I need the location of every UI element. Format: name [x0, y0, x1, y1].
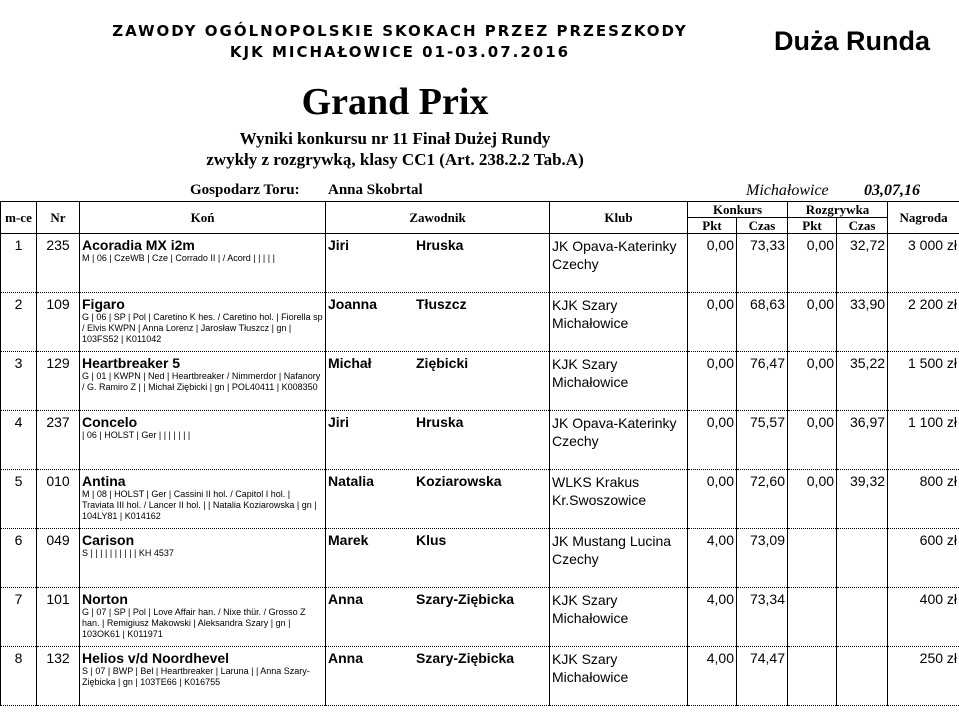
rider-last-name: Ziębicki: [416, 355, 469, 371]
club-name: JK Opava-Katerinky: [552, 238, 677, 254]
club-location: Michałowice: [552, 669, 629, 685]
club-cell: [550, 470, 688, 529]
konkurs-pkt-cell: 0,00: [688, 234, 737, 293]
horse-name: Acoradia MX i2m: [82, 237, 195, 253]
rider-first-name: Marek: [328, 532, 369, 548]
club-location: Michałowice: [552, 374, 629, 390]
konkurs-pkt-cell: 0,00: [688, 293, 737, 352]
place-cell: 4: [1, 411, 37, 470]
place-cell: 6: [1, 529, 37, 588]
rider-cell: [326, 352, 550, 411]
horse-name: Helios v/d Noordhevel: [82, 650, 230, 666]
nr-cell: 010: [37, 470, 80, 529]
konkurs-czas-cell: 73,34: [737, 588, 788, 647]
rider-last-name: Szary-Ziębicka: [416, 650, 515, 666]
horse-info: M | 06 | CzeWB | Cze | Corrado II | / Acord | | | | |: [82, 253, 275, 263]
horse-name: Heartbreaker 5: [82, 355, 181, 371]
konkurs-pkt-cell: 4,00: [688, 647, 737, 706]
col-nr: Nr: [37, 202, 80, 234]
rider-cell: [326, 411, 550, 470]
konkurs-pkt-cell: 0,00: [688, 470, 737, 529]
nr-cell: 101: [37, 588, 80, 647]
rozgrywka-czas-cell: [837, 588, 888, 647]
horse-info: G | 06 | SP | Pol | Caretino K hes. / Caretino hol. | Fiorella sp / Elvis KWPN | Anna Lorenz | Jarosław Tłuszcz | gn | 103FS52 | K011042: [82, 312, 323, 344]
prize-cell: 1 100 zł: [888, 411, 959, 470]
col-horse: Koń: [80, 202, 326, 234]
table-row: [1, 647, 959, 706]
col-club: Klub: [550, 202, 688, 234]
horse-cell: [80, 588, 326, 647]
place-name: Michałowice: [746, 182, 829, 199]
horse-info: G | 01 | KWPN | Ned | Heartbreaker / Nimmerdor | Nafanory / G. Ramiro Z | | Michał Ziębicki | gn | POL40411 | K008350: [82, 371, 321, 392]
rider-cell: [326, 470, 550, 529]
club-location: Michałowice: [552, 610, 629, 626]
table-row: [1, 529, 959, 588]
nr-cell: 235: [37, 234, 80, 293]
club-name: JK Mustang Lucina: [552, 533, 672, 549]
club-location: Michałowice: [552, 315, 629, 331]
konkurs-pkt-cell: 0,00: [688, 352, 737, 411]
date: 03,07,16: [864, 182, 920, 199]
rider-last-name: Koziarowska: [416, 473, 502, 489]
rozgrywka-czas-cell: [837, 647, 888, 706]
horse-info: S | 07 | BWP | Bel | Heartbreaker | Laruna | | Anna Szary-Ziębicka | gn | 103TE66 | K016755: [82, 666, 310, 687]
rozgrywka-pkt-cell: [788, 588, 837, 647]
prize-cell: 800 zł: [888, 470, 959, 529]
konkurs-czas-cell: 73,33: [737, 234, 788, 293]
rider-first-name: Jiri: [328, 237, 350, 253]
rider-first-name: Anna: [328, 591, 363, 607]
club-name: JK Opava-Katerinky: [552, 415, 677, 431]
rider-cell: [326, 529, 550, 588]
competition-class: zwykły z rozgrywką, klasy CC1 (Art. 238.2.2 Tab.A): [206, 150, 584, 169]
club-cell: [550, 588, 688, 647]
place-cell: 2: [1, 293, 37, 352]
club-name: KJK Szary: [552, 651, 618, 667]
club-cell: [550, 352, 688, 411]
nr-cell: 049: [37, 529, 80, 588]
round-label: Duża Runda: [774, 26, 931, 56]
konkurs-czas-cell: 73,09: [737, 529, 788, 588]
club-name: KJK Szary: [552, 297, 618, 313]
prize-cell: 600 zł: [888, 529, 959, 588]
horse-cell: [80, 293, 326, 352]
nr-cell: 129: [37, 352, 80, 411]
konkurs-czas-cell: 72,60: [737, 470, 788, 529]
rider-last-name: Klus: [416, 532, 447, 548]
rider-first-name: Joanna: [328, 296, 378, 312]
club-name: WLKS Krakus: [552, 474, 640, 490]
rider-last-name: Szary-Ziębicka: [416, 591, 515, 607]
horse-name: Carison: [82, 532, 135, 548]
table-row: [1, 352, 959, 411]
rozgrywka-czas-cell: 33,90: [837, 293, 888, 352]
rozgrywka-czas-cell: [837, 529, 888, 588]
event-subtitle: KJK MICHAŁOWICE 01-03.07.2016: [229, 43, 571, 61]
page-title: Grand Prix: [301, 81, 489, 123]
col-rozgrywka-czas: Czas: [837, 218, 888, 234]
nr-cell: 237: [37, 411, 80, 470]
horse-info: M | 08 | HOLST | Ger | Cassini II hol. / Capitol I hol. | Traviata III hol. / Lancer II hol. | | Natalia Koziarowska | gn | 104LY81 | K014162: [82, 489, 317, 521]
col-rider: Zawodnik: [326, 202, 550, 234]
table-row: [1, 470, 959, 529]
konkurs-czas-cell: 68,63: [737, 293, 788, 352]
prize-cell: 2 200 zł: [888, 293, 959, 352]
rider-first-name: Michał: [328, 355, 372, 371]
table-row: [1, 411, 959, 470]
horse-name: Figaro: [82, 296, 125, 312]
club-cell: [550, 647, 688, 706]
rozgrywka-pkt-cell: 0,00: [788, 293, 837, 352]
club-cell: [550, 234, 688, 293]
horse-info: S | | | | | | | | | | KH 4537: [82, 548, 174, 558]
rider-first-name: Natalia: [328, 473, 374, 489]
horse-cell: [80, 529, 326, 588]
club-cell: [550, 529, 688, 588]
konkurs-czas-cell: 74,47: [737, 647, 788, 706]
club-location: Kr.Swoszowice: [552, 492, 647, 508]
rider-last-name: Tłuszcz: [416, 296, 467, 312]
col-rozgrywka-pkt: Pkt: [788, 218, 837, 234]
konkurs-czas-cell: 76,47: [737, 352, 788, 411]
rozgrywka-pkt-cell: [788, 647, 837, 706]
rozgrywka-czas-cell: 32,72: [837, 234, 888, 293]
rider-cell: [326, 647, 550, 706]
horse-cell: [80, 352, 326, 411]
prize-cell: 400 zł: [888, 588, 959, 647]
nr-cell: 109: [37, 293, 80, 352]
place-cell: 7: [1, 588, 37, 647]
prize-cell: 1 500 zł: [888, 352, 959, 411]
rozgrywka-pkt-cell: 0,00: [788, 411, 837, 470]
col-konkurs-pkt: Pkt: [688, 218, 737, 234]
club-location: Czechy: [552, 433, 599, 449]
rider-cell: [326, 293, 550, 352]
rider-cell: [326, 234, 550, 293]
rozgrywka-czas-cell: 35,22: [837, 352, 888, 411]
rider-last-name: Hruska: [416, 237, 464, 253]
rozgrywka-pkt-cell: 0,00: [788, 470, 837, 529]
horse-name: Norton: [82, 591, 128, 607]
rozgrywka-pkt-cell: 0,00: [788, 234, 837, 293]
horse-cell: [80, 411, 326, 470]
rozgrywka-pkt-cell: 0,00: [788, 352, 837, 411]
prize-cell: 250 zł: [888, 647, 959, 706]
col-konkurs: Konkurs: [688, 202, 788, 218]
konkurs-pkt-cell: 4,00: [688, 588, 737, 647]
table-row: [1, 588, 959, 647]
club-location: Czechy: [552, 256, 599, 272]
club-name: KJK Szary: [552, 356, 618, 372]
place-cell: 8: [1, 647, 37, 706]
club-name: KJK Szary: [552, 592, 618, 608]
prize-cell: 3 000 zł: [888, 234, 959, 293]
horse-cell: [80, 470, 326, 529]
results-table: [0, 201, 959, 706]
rider-first-name: Jiri: [328, 414, 350, 430]
rider-cell: [326, 588, 550, 647]
col-prize: Nagroda: [888, 202, 959, 234]
col-place: m-ce: [1, 202, 37, 234]
rozgrywka-pkt-cell: [788, 529, 837, 588]
horse-name: Antina: [82, 473, 126, 489]
course-designer: Anna Skobrtal: [328, 182, 423, 198]
rozgrywka-czas-cell: 39,32: [837, 470, 888, 529]
horse-cell: [80, 647, 326, 706]
rozgrywka-czas-cell: 36,97: [837, 411, 888, 470]
place-cell: 3: [1, 352, 37, 411]
place-cell: 5: [1, 470, 37, 529]
rider-last-name: Hruska: [416, 414, 464, 430]
table-row: [1, 234, 959, 293]
konkurs-czas-cell: 75,57: [737, 411, 788, 470]
club-cell: [550, 411, 688, 470]
horse-info: G | 07 | SP | Pol | Love Affair han. / Nixe thür. / Grosso Z han. | Remigiusz Makowski | Aleksandra Szary | gn | 103OK61 | K011971: [82, 607, 306, 639]
rider-first-name: Anna: [328, 650, 363, 666]
horse-name: Concelo: [82, 414, 138, 430]
horse-cell: [80, 234, 326, 293]
col-rozgrywka: Rozgrywka: [788, 202, 888, 218]
col-konkurs-czas: Czas: [737, 218, 788, 234]
place-cell: 1: [1, 234, 37, 293]
nr-cell: 132: [37, 647, 80, 706]
club-cell: [550, 293, 688, 352]
club-location: Czechy: [552, 551, 599, 567]
horse-info: | 06 | HOLST | Ger | | | | | | |: [82, 430, 191, 440]
konkurs-pkt-cell: 4,00: [688, 529, 737, 588]
konkurs-pkt-cell: 0,00: [688, 411, 737, 470]
course-designer-label: Gospodarz Toru:: [190, 182, 300, 198]
event-title: ZAWODY OGÓLNOPOLSKIE SKOKACH PRZEZ PRZESZKODY: [112, 22, 688, 40]
competition-info: Wyniki konkursu nr 11 Finał Dużej Rundy: [239, 129, 551, 148]
table-row: [1, 293, 959, 352]
